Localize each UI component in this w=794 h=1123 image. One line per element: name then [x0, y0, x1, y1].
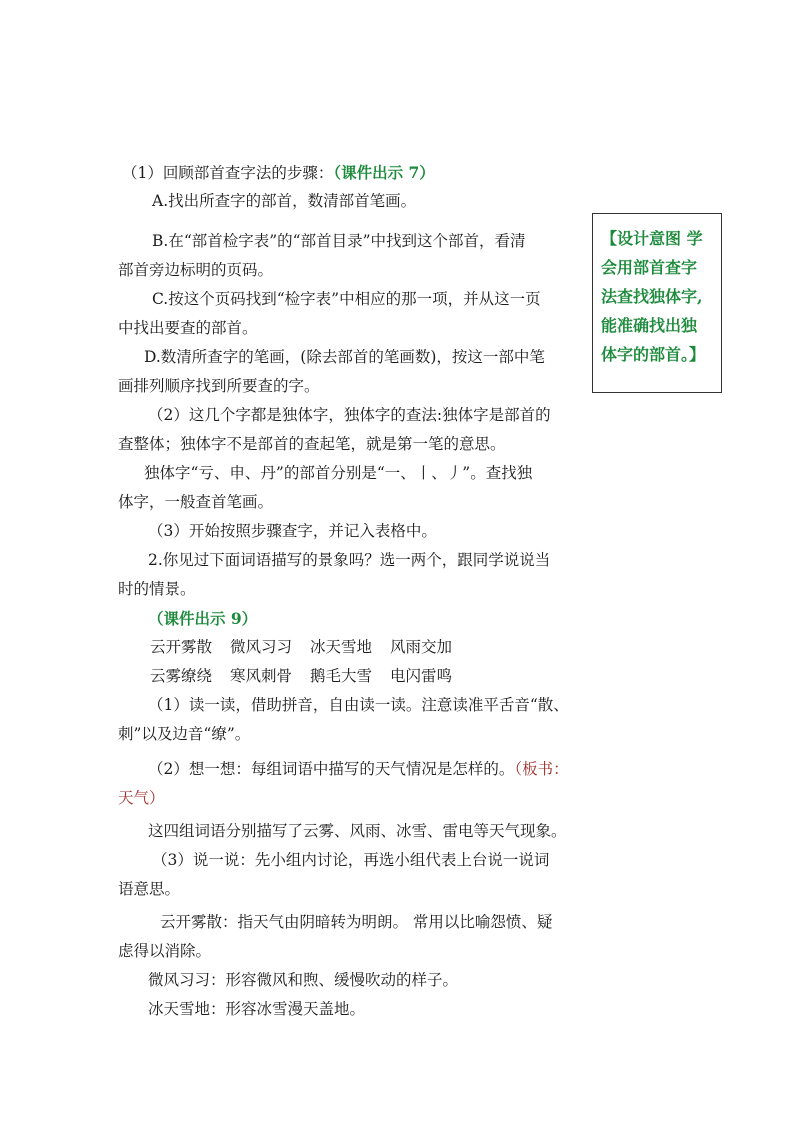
step-c-2: 中找出要查的部首。 [118, 319, 258, 337]
think-1: （2）想一想：每组词语中描写的天气情况是怎样的。 [148, 760, 515, 778]
step3: （3）开始按照步骤查字，并记入表格中。 [148, 522, 437, 540]
step2-2: 查整体；独体字不是部首的查起笔，就是第一笔的意思。 [118, 435, 506, 453]
read-2: 刺”以及边音“缭”。 [118, 725, 251, 743]
design-intent-box [592, 213, 722, 393]
board-weather: 天气） [118, 789, 165, 807]
say-1: （3）说一说：先小组内讨论，再选小组代表上台说一说词 [152, 851, 550, 869]
word: 寒风刺骨 [230, 667, 293, 685]
step-b-2: 部首旁边标明的页码。 [118, 261, 274, 279]
step1-line [118, 158, 566, 187]
step-c-1: C.按这个页码找到“检字表”中相应的那一项，并从这一页 [152, 290, 541, 308]
say-2: 语意思。 [118, 880, 181, 898]
step2-1: （2）这几个字都是独体字，独体字的查法:独体字是部首的 [148, 406, 551, 424]
note-line: 【设计意图 学 [601, 229, 703, 248]
def3: 冰天雪地：形容冰雪漫天盖地。 [148, 1000, 366, 1018]
step-d-1: D.数清所查字的笔画，(除去部首的笔画数)，按这一部中笔 [144, 348, 545, 366]
step-a: A.找出所查字的部首，数清部首笔画。 [152, 192, 417, 210]
note-line: 能准确找出独 [601, 316, 698, 335]
step1-heading: （1）回顾部首查字法的步骤： [122, 164, 334, 182]
words-row-1 [118, 633, 566, 662]
summary: 这四组词语分别描写了云雾、风雨、冰雪、雷电等天气现象。 [148, 822, 567, 840]
think-1-line [118, 755, 569, 784]
read-1: （1）读一读，借助拼音，自由读一读。注意读准平舌音“散、 [148, 696, 569, 714]
word: 云开雾散 [150, 638, 213, 656]
def2: 微风习习：形容微风和煦、缓慢吹动的样子。 [148, 971, 459, 989]
word: 微风习习 [230, 638, 293, 656]
word: 冰天雪地 [310, 638, 373, 656]
step-d-2: 画排列顺序找到所要查的字。 [118, 377, 320, 395]
courseware-9: （课件出示 9） [148, 609, 258, 628]
def1-2: 虑得以消除。 [118, 942, 212, 960]
word: 云雾缭绕 [150, 667, 213, 685]
word: 鹅毛大雪 [310, 667, 373, 685]
def1-1: 云开雾散：指天气由阴暗转为明朗。 常用以比喻怨愤、疑 [160, 913, 553, 931]
note-line: 会用部首查字 [601, 258, 698, 277]
word: 风雨交加 [390, 638, 453, 656]
step-b-1: B.在“部首检字表”的“部首目录”中找到这个部首，看清 [152, 232, 526, 250]
duti-1: 独体字“亏、申、丹”的部首分别是“一、丨、丿”。查找独 [144, 464, 533, 482]
note-line: 法查找独体字, [601, 287, 703, 306]
word: 电闪雷鸣 [390, 667, 453, 685]
q2-1: 2.你见过下面词语描写的景象吗？选一两个，跟同学说说当 [148, 551, 551, 569]
q2-2: 时的情景。 [118, 580, 196, 598]
words-row-2 [118, 662, 566, 691]
duti-2: 体字，一般查首笔画。 [118, 493, 274, 511]
courseware-7: （课件出示 7） [333, 163, 435, 182]
lesson-body [118, 158, 569, 1024]
board-label: （板书： [514, 760, 569, 778]
note-line: 体字的部首。】 [601, 345, 706, 364]
